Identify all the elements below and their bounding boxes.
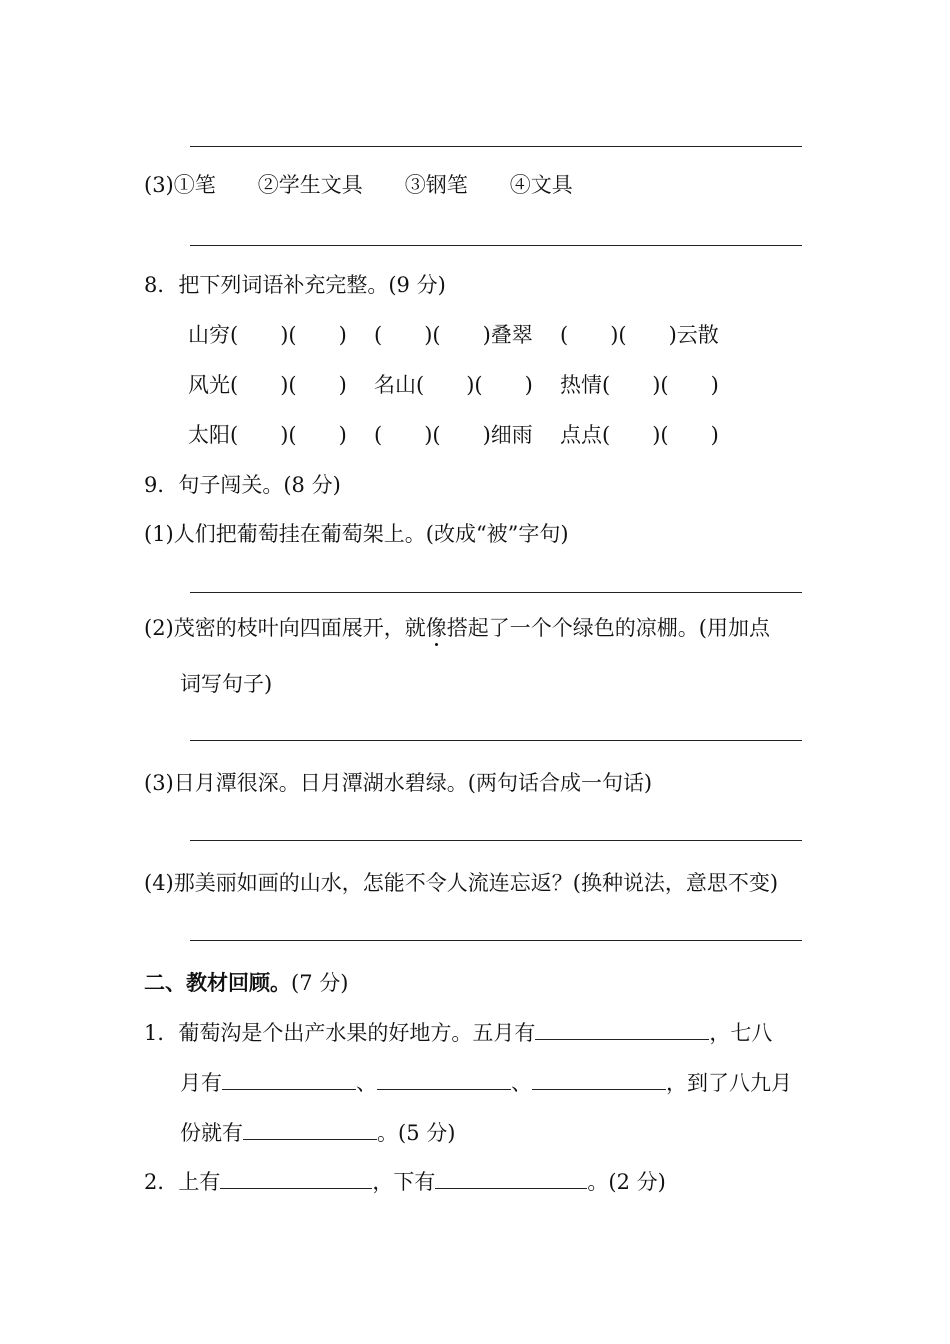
q9-s2-before: (2)茂密的枝叶向四面展开，就 xyxy=(144,616,426,640)
blank-below[interactable] xyxy=(435,1168,587,1189)
blank-august-fruit[interactable] xyxy=(243,1119,377,1140)
s2-q2-text-c: 。(2 分) xyxy=(587,1170,666,1194)
q8-row3-item2: ( )( )细雨 xyxy=(374,423,533,447)
blank-july-fruit-3[interactable] xyxy=(532,1069,666,1090)
s2-q2-text-b: ，下有 xyxy=(372,1170,436,1194)
blank-above[interactable] xyxy=(220,1168,372,1189)
s2-q1-line2 xyxy=(180,1068,792,1098)
answer-line-q9-3[interactable] xyxy=(190,840,802,841)
s2-q2-line xyxy=(144,1167,666,1197)
q8-row2-item2: 名山( )( ) xyxy=(374,373,533,397)
blank-july-fruit-2[interactable] xyxy=(377,1069,511,1090)
q8-title: 8．把下列词语补充完整。(9 分) xyxy=(144,273,446,297)
q8-row1-item1: 山穷( )( ) xyxy=(188,323,347,347)
s2-q1-sep2: 、 xyxy=(511,1071,532,1095)
s2-q1-sep1: 、 xyxy=(356,1071,377,1095)
q9-sentence1: (1)人们把葡萄挂在葡萄架上。(改成“被”字句) xyxy=(144,522,569,546)
s2-q1-text-f: 。(5 分) xyxy=(377,1121,456,1145)
section2-title: 二、教材回顾。 xyxy=(144,970,291,995)
blank-july-fruit-1[interactable] xyxy=(222,1069,356,1090)
s2-q1-text-c: 月有 xyxy=(180,1071,222,1095)
q9-sentence3: (3)日月潭很深。日月潭湖水碧绿。(两句话合成一句话) xyxy=(144,771,653,795)
q8-row2-item3: 热情( )( ) xyxy=(560,373,719,397)
section2-heading xyxy=(144,968,348,998)
answer-line-q9-1[interactable] xyxy=(190,592,802,593)
s2-q1-text-e: 份就有 xyxy=(180,1121,243,1145)
answer-line-q9-2[interactable] xyxy=(190,740,802,741)
q9-sentence2 xyxy=(144,613,770,643)
q9-s2-dotted-word: 像 xyxy=(425,616,447,640)
s2-q1-line1 xyxy=(144,1018,772,1048)
q8-row3-item1: 太阳( )( ) xyxy=(188,423,347,447)
s2-q1-text-a: 1．葡萄沟是个出产水果的好地方。五月有 xyxy=(144,1021,536,1045)
s2-q1-line3 xyxy=(180,1118,455,1148)
answer-line-q7-2[interactable] xyxy=(190,146,802,147)
q8-row2-item1: 风光( )( ) xyxy=(188,373,347,397)
q9-s2-after: 搭起了一个个绿色的凉棚。(用加点 xyxy=(446,616,770,640)
q8-row1-item3: ( )( )云散 xyxy=(560,323,719,347)
s2-q2-text-a: 2．上有 xyxy=(144,1170,221,1194)
q7-item3: (3)①笔 ②学生文具 ③钢笔 ④文具 xyxy=(144,173,573,197)
q8-row3-item3: 点点( )( ) xyxy=(560,423,719,447)
s2-q1-text-d: ，到了八九月 xyxy=(666,1071,792,1095)
q9-sentence4: (4)那美丽如画的山水，怎能不令人流连忘返？(换种说法，意思不变) xyxy=(144,871,779,895)
answer-line-q9-4[interactable] xyxy=(190,940,802,941)
q9-title: 9．句子闯关。(8 分) xyxy=(144,473,341,497)
q8-row1-item2: ( )( )叠翠 xyxy=(374,323,533,347)
q9-sentence2-cont: 词写句子) xyxy=(180,672,273,696)
section2-score: (7 分) xyxy=(291,971,349,995)
s2-q1-text-b: ，七八 xyxy=(709,1021,773,1045)
blank-may-fruit[interactable] xyxy=(535,1019,709,1040)
answer-line-q7-3[interactable] xyxy=(190,245,802,246)
